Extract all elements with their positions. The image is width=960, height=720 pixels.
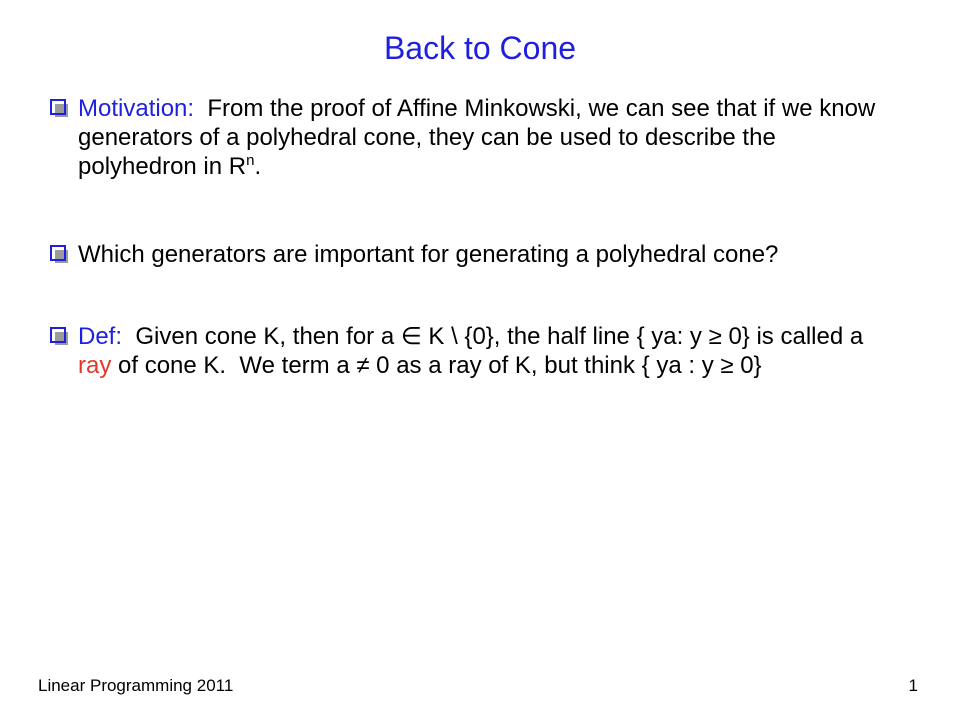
footer-course: Linear Programming 2011 — [38, 676, 234, 695]
square-bullet-icon — [50, 327, 66, 343]
bullet-body: From the proof of Affine Minkowski, we can see that if we know generators of a polyhedral cone, they can be used to describe the polyhedron in R — [78, 95, 882, 180]
bullet-body: Given cone K, then for a ∈ K \ {0}, the half line { ya: y ≥ 0} is called a — [122, 323, 870, 350]
square-bullet-icon — [50, 99, 66, 115]
bullet-body-end: . — [254, 153, 262, 180]
bullet-body-end: of cone K. We term a ≠ 0 as a ray of K, but think { ya : y ≥ 0} — [111, 352, 762, 379]
slide-title: Back to Cone — [383, 30, 577, 66]
bullet-text — [78, 322, 900, 380]
bullet-lead: Motivation: — [78, 95, 195, 122]
bullet-question — [50, 240, 900, 269]
bullet-definition — [50, 322, 900, 380]
superscript-n: n — [246, 152, 255, 169]
bullet-motivation — [50, 94, 900, 181]
square-bullet-icon — [50, 245, 66, 261]
bullet-lead: Def: — [78, 323, 123, 350]
ray-term: ray — [78, 352, 112, 379]
page-number: 1 — [908, 676, 918, 695]
bullet-text — [78, 94, 900, 181]
bullet-text: Which generators are important for generating a polyhedral cone? — [78, 241, 779, 268]
